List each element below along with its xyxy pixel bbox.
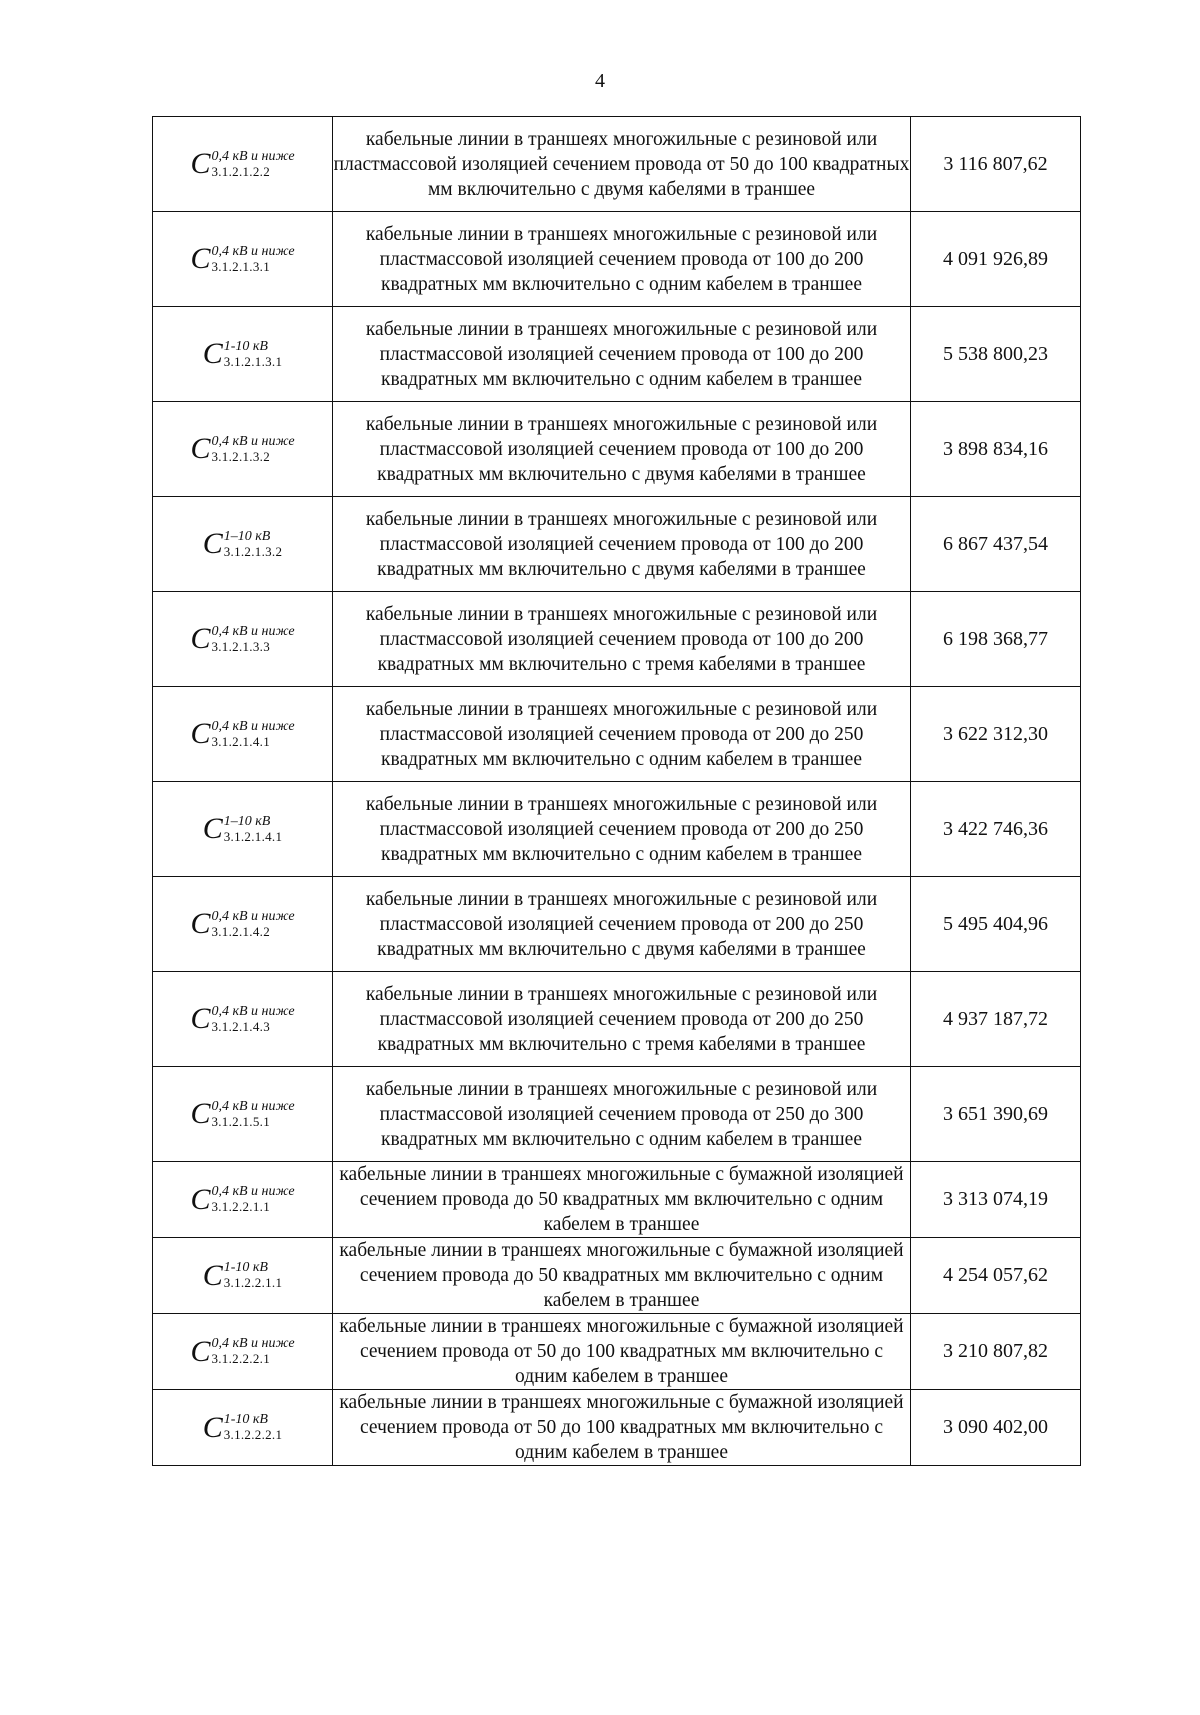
- voltage-superscript: 1-10 кВ: [223, 1412, 268, 1428]
- description-cell: кабельные линии в траншеях многожильные с резиновой или пластмассовой изоляцией сечением провода от 50 до 100 квадратных мм включительно с двумя кабелями в траншее: [333, 117, 911, 212]
- value-cell: 4 937 187,72: [911, 972, 1081, 1067]
- rate-letter: C: [202, 337, 223, 370]
- rate-symbol-cell: [153, 1314, 333, 1390]
- rate-letter: C: [202, 1258, 223, 1292]
- table-row: [153, 972, 1081, 1067]
- rate-letter: C: [202, 527, 223, 560]
- code-subscript: 3.1.2.2.1.1: [211, 1199, 271, 1215]
- rate-letter: C: [202, 1410, 223, 1444]
- table-row: [153, 117, 1081, 212]
- value-cell: 4 091 926,89: [911, 212, 1081, 307]
- voltage-superscript: 1–10 кВ: [223, 813, 271, 829]
- rate-symbol: [190, 909, 294, 939]
- tariff-table: [152, 116, 1081, 1466]
- voltage-superscript: 1–10 кВ: [223, 528, 271, 544]
- rate-letter: C: [190, 1182, 211, 1216]
- rate-symbol-cell: [153, 117, 333, 212]
- code-subscript: 3.1.2.1.3.2: [211, 448, 271, 464]
- rate-indices: [224, 815, 283, 843]
- voltage-superscript: 0,4 кВ и ниже: [211, 148, 295, 164]
- rate-indices: [211, 150, 294, 178]
- rate-symbol-cell: [153, 782, 333, 877]
- value-cell: 3 210 807,82: [911, 1314, 1081, 1390]
- rate-symbol-cell: [153, 972, 333, 1067]
- rate-letter: C: [190, 242, 211, 275]
- rate-symbol: [202, 1258, 283, 1292]
- code-subscript: 3.1.2.2.2.1: [211, 1351, 271, 1367]
- rate-letter: C: [190, 1097, 211, 1130]
- rate-symbol-cell: [153, 592, 333, 687]
- rate-letter: C: [190, 432, 211, 465]
- value-cell: 6 198 368,77: [911, 592, 1081, 687]
- rate-symbol-cell: [153, 1162, 333, 1238]
- rate-indices: [224, 1261, 283, 1289]
- rate-symbol-cell: [153, 1390, 333, 1466]
- rate-symbol: [203, 814, 283, 844]
- rate-symbol-cell: [153, 1067, 333, 1162]
- description-cell: кабельные линии в траншеях многожильные с резиновой или пластмассовой изоляцией сечением провода от 200 до 250 квадратных мм включительно с тремя кабелями в траншее: [333, 972, 911, 1067]
- rate-letter: C: [190, 622, 211, 655]
- rate-indices: [211, 1337, 294, 1365]
- rate-symbol: [190, 1099, 294, 1129]
- code-subscript: 3.1.2.1.5.1: [211, 1113, 271, 1129]
- value-cell: 3 651 390,69: [911, 1067, 1081, 1162]
- description-cell: кабельные линии в траншеях многожильные с резиновой или пластмассовой изоляцией сечением провода от 250 до 300 квадратных мм включительно с одним кабелем в траншее: [333, 1067, 911, 1162]
- tariff-table-body: [153, 117, 1081, 1466]
- voltage-superscript: 0,4 кВ и ниже: [211, 1336, 295, 1352]
- voltage-superscript: 0,4 кВ и ниже: [211, 1098, 295, 1114]
- description-cell: кабельные линии в траншеях многожильные с бумажной изоляцией сечением провода от 50 до 100 квадратных мм включительно с одним кабелем в траншее: [333, 1314, 911, 1390]
- table-row: [153, 402, 1081, 497]
- rate-letter: C: [190, 1002, 211, 1035]
- table-row: [153, 782, 1081, 877]
- rate-indices: [224, 530, 283, 558]
- rate-indices: [211, 1005, 294, 1033]
- value-cell: 6 867 437,54: [911, 497, 1081, 592]
- description-cell: кабельные линии в траншеях многожильные с бумажной изоляцией сечением провода до 50 квадратных мм включительно с одним кабелем в траншее: [333, 1238, 911, 1314]
- table-row: [153, 687, 1081, 782]
- rate-symbol: [190, 149, 294, 179]
- rate-symbol-cell: [153, 402, 333, 497]
- rate-symbol-cell: [153, 307, 333, 402]
- rate-letter: C: [190, 147, 211, 180]
- table-row: [153, 212, 1081, 307]
- rate-letter: C: [202, 812, 223, 845]
- table-row: [153, 1238, 1081, 1314]
- rate-indices: [211, 910, 294, 938]
- rate-symbol-cell: [153, 877, 333, 972]
- rate-symbol: [190, 1004, 294, 1034]
- value-cell: 3 116 807,62: [911, 117, 1081, 212]
- rate-indices: [211, 720, 294, 748]
- value-cell: 3 422 746,36: [911, 782, 1081, 877]
- rate-symbol: [190, 719, 294, 749]
- rate-symbol: [202, 1410, 283, 1444]
- description-cell: кабельные линии в траншеях многожильные с резиновой или пластмассовой изоляцией сечением провода от 200 до 250 квадратных мм включительно с одним кабелем в траншее: [333, 687, 911, 782]
- rate-symbol-cell: [153, 1238, 333, 1314]
- value-cell: 4 254 057,62: [911, 1238, 1081, 1314]
- code-subscript: 3.1.2.1.4.1: [223, 828, 283, 844]
- page-number: 4: [595, 70, 605, 92]
- voltage-superscript: 0,4 кВ и ниже: [211, 433, 295, 449]
- rate-symbol: [190, 244, 294, 274]
- description-cell: кабельные линии в траншеях многожильные с бумажной изоляцией сечением провода до 50 квадратных мм включительно с одним кабелем в траншее: [333, 1162, 911, 1238]
- code-subscript: 3.1.2.1.4.1: [211, 733, 271, 749]
- code-subscript: 3.1.2.1.3.1: [211, 258, 271, 274]
- voltage-superscript: 0,4 кВ и ниже: [211, 908, 295, 924]
- rate-indices: [211, 245, 294, 273]
- table-row: [153, 1067, 1081, 1162]
- rate-symbol-cell: [153, 687, 333, 782]
- rate-symbol: [190, 624, 294, 654]
- voltage-superscript: 0,4 кВ и ниже: [211, 243, 295, 259]
- voltage-superscript: 0,4 кВ и ниже: [211, 623, 295, 639]
- rate-symbol-cell: [153, 497, 333, 592]
- rate-indices: [224, 1413, 283, 1441]
- rate-symbol: [203, 529, 283, 559]
- table-row: [153, 1162, 1081, 1238]
- table-row: [153, 307, 1081, 402]
- rate-symbol: [190, 1334, 295, 1368]
- table-row: [153, 497, 1081, 592]
- description-cell: кабельные линии в траншеях многожильные с резиновой или пластмассовой изоляцией сечением провода от 100 до 200 квадратных мм включительно с двумя кабелями в траншее: [333, 497, 911, 592]
- rate-indices: [211, 1185, 294, 1213]
- table-row: [153, 592, 1081, 687]
- rate-symbol-cell: [153, 212, 333, 307]
- rate-symbol: [190, 1182, 295, 1216]
- value-cell: 5 538 800,23: [911, 307, 1081, 402]
- code-subscript: 3.1.2.2.2.1: [223, 1427, 283, 1443]
- code-subscript: 3.1.2.1.3.1: [223, 353, 283, 369]
- code-subscript: 3.1.2.1.4.2: [211, 923, 271, 939]
- value-cell: 3 090 402,00: [911, 1390, 1081, 1466]
- rate-indices: [211, 625, 294, 653]
- value-cell: 3 313 074,19: [911, 1162, 1081, 1238]
- voltage-superscript: 1-10 кВ: [223, 1260, 268, 1276]
- table-row: [153, 877, 1081, 972]
- rate-indices: [211, 1100, 294, 1128]
- rate-letter: C: [190, 717, 211, 750]
- description-cell: кабельные линии в траншеях многожильные с резиновой или пластмассовой изоляцией сечением провода от 200 до 250 квадратных мм включительно с одним кабелем в траншее: [333, 782, 911, 877]
- voltage-superscript: 0,4 кВ и ниже: [211, 1003, 295, 1019]
- code-subscript: 3.1.2.2.1.1: [223, 1275, 283, 1291]
- rate-letter: C: [190, 907, 211, 940]
- description-cell: кабельные линии в траншеях многожильные с резиновой или пластмассовой изоляцией сечением провода от 100 до 200 квадратных мм включительно с двумя кабелями в траншее: [333, 402, 911, 497]
- value-cell: 3 622 312,30: [911, 687, 1081, 782]
- code-subscript: 3.1.2.1.3.2: [223, 543, 283, 559]
- rate-symbol: [190, 434, 294, 464]
- rate-indices: [211, 435, 294, 463]
- value-cell: 3 898 834,16: [911, 402, 1081, 497]
- code-subscript: 3.1.2.1.2.2: [211, 163, 271, 179]
- description-cell: кабельные линии в траншеях многожильные с резиновой или пластмассовой изоляцией сечением провода от 200 до 250 квадратных мм включительно с двумя кабелями в траншее: [333, 877, 911, 972]
- rate-indices: [224, 340, 283, 368]
- value-cell: 5 495 404,96: [911, 877, 1081, 972]
- code-subscript: 3.1.2.1.4.3: [211, 1018, 271, 1034]
- voltage-superscript: 0,4 кВ и ниже: [211, 1184, 295, 1200]
- table-row: [153, 1390, 1081, 1466]
- voltage-superscript: 0,4 кВ и ниже: [211, 718, 295, 734]
- description-cell: кабельные линии в траншеях многожильные с резиновой или пластмассовой изоляцией сечением провода от 100 до 200 квадратных мм включительно с тремя кабелями в траншее: [333, 592, 911, 687]
- voltage-superscript: 1-10 кВ: [223, 338, 268, 354]
- description-cell: кабельные линии в траншеях многожильные с резиновой или пластмассовой изоляцией сечением провода от 100 до 200 квадратных мм включительно с одним кабелем в траншее: [333, 212, 911, 307]
- description-cell: кабельные линии в траншеях многожильные с бумажной изоляцией сечением провода от 50 до 100 квадратных мм включительно с одним кабелем в траншее: [333, 1390, 911, 1466]
- rate-letter: C: [190, 1334, 211, 1368]
- table-row: [153, 1314, 1081, 1390]
- code-subscript: 3.1.2.1.3.3: [211, 638, 271, 654]
- rate-symbol: [203, 339, 283, 369]
- description-cell: кабельные линии в траншеях многожильные с резиновой или пластмассовой изоляцией сечением провода от 100 до 200 квадратных мм включительно с одним кабелем в траншее: [333, 307, 911, 402]
